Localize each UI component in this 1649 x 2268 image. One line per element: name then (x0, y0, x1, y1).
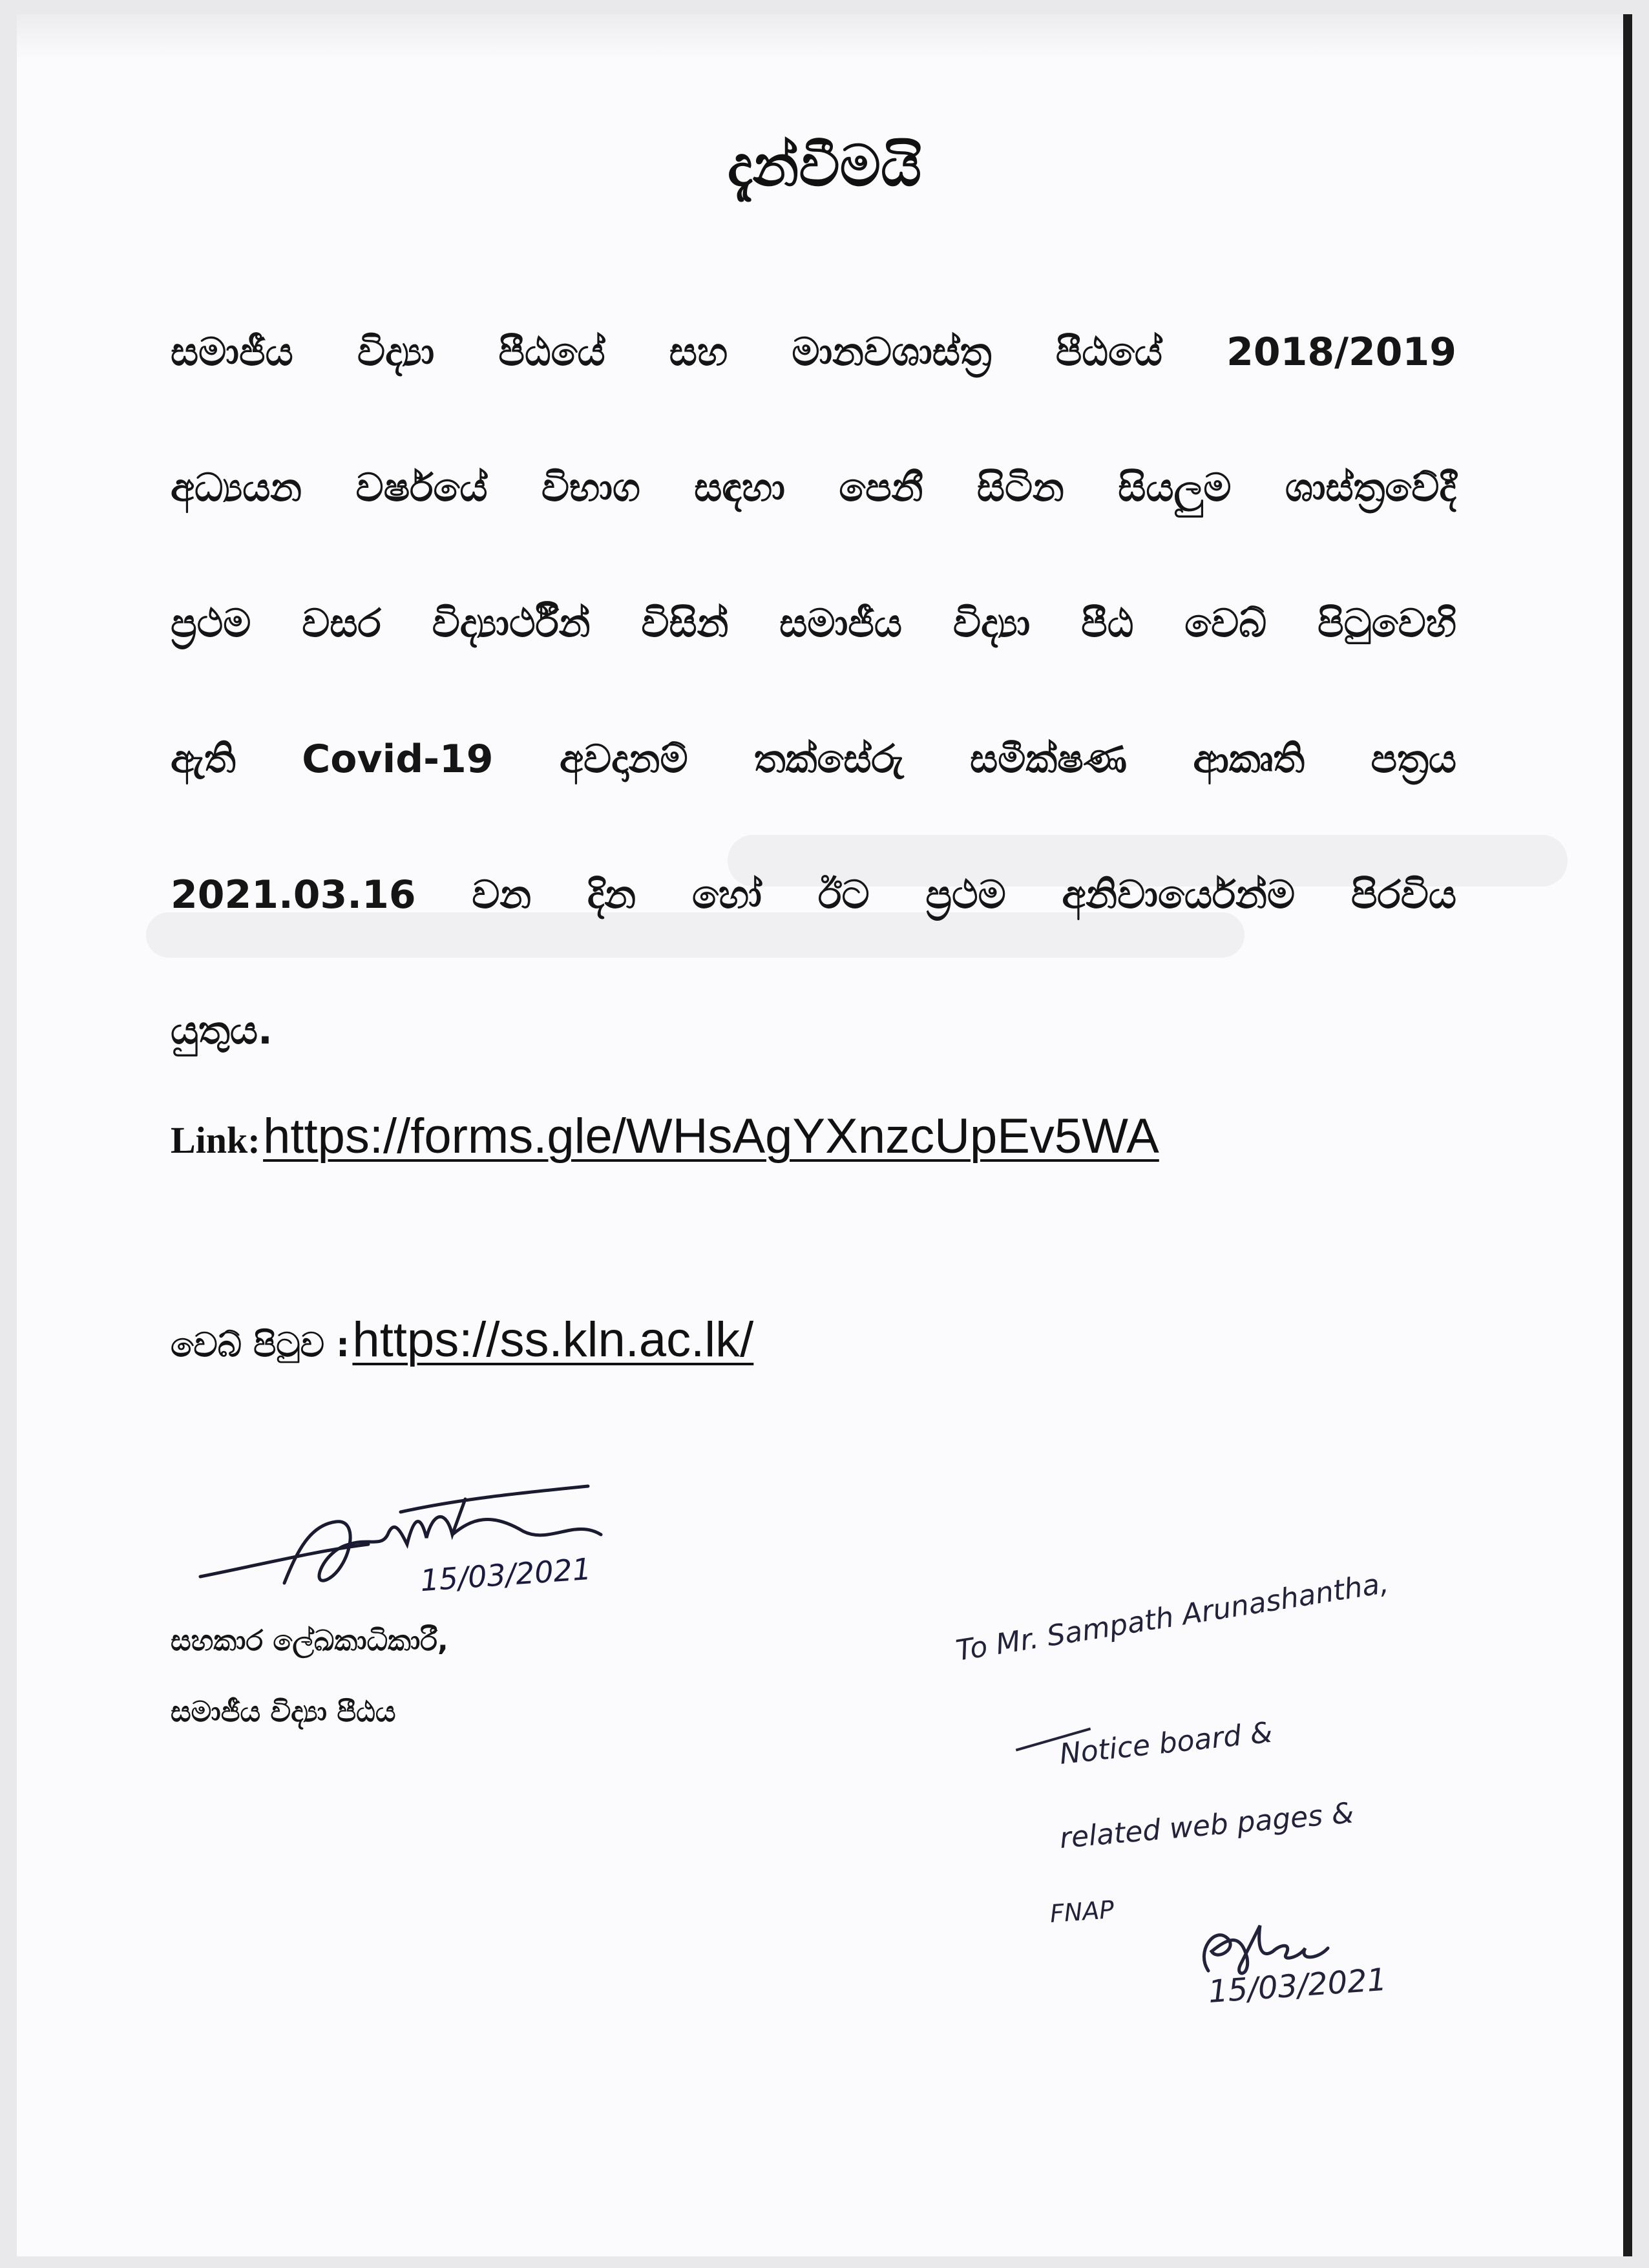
notice-body-line: සමාජීය විද්‍යා පීඨයේ සහ මානවශාස්ත්‍ර පීඨයේ 2018/2019 (171, 330, 1456, 375)
handwritten-note-line: Notice board & (1058, 1716, 1274, 1771)
handwritten-note-date: 15/03/2021 (1207, 1961, 1388, 2010)
notice-body-line: 2021.03.16 වන දින හෝ ඊට ප්‍රථම අනිවාර්යෙන්ම පිරවිය (171, 872, 1456, 918)
form-link-row (171, 1108, 1159, 1164)
handwritten-note-line: To Mr. Sampath Arunashantha, (954, 1566, 1391, 1668)
website-label: වෙබ් පිටුව : (171, 1326, 350, 1365)
notice-body-line: ඇති Covid-19 අවදානම් තක්සේරු සමීක්ෂණ ආකෘති පත්‍රය (171, 737, 1456, 782)
form-link-label: Link: (171, 1119, 260, 1161)
notice-body-line: යුතුය. (171, 1008, 273, 1053)
signatory-block (171, 1606, 448, 1748)
website-url[interactable]: https://ss.kln.ac.lk/ (352, 1312, 754, 1367)
scan-shadow-top (17, 14, 1632, 59)
notice-body-line: ප්‍රථම වසර විද්‍යාර්ථීන් විසින් සමාජීය විද්‍යා පීඨ වෙබ් පිටුවෙහි (171, 601, 1456, 646)
notice-title: දැන්වීමයි (727, 132, 922, 199)
handwritten-note-line: FNAP (1049, 1895, 1115, 1928)
signatory-faculty: සමාජීය විද්‍යා පීඨය (171, 1696, 396, 1728)
notice-body (171, 304, 1456, 1118)
scan-border-right (1623, 14, 1632, 2256)
notice-body-line: අධ්‍යයන වර්ෂයේ විභාග සඳහා පෙනී සිටින සියලුම ශාස්ත්‍රවේදී (171, 465, 1456, 510)
signature-mark (187, 1473, 678, 1628)
website-row (171, 1312, 753, 1368)
handwritten-note-line: related web pages & (1058, 1796, 1356, 1855)
signature-date: 15/03/2021 (419, 1551, 593, 1599)
signatory-title: සහකාර ලේඛකාධිකාරී, (171, 1624, 448, 1657)
form-link-url[interactable]: https://forms.gle/WHsAgYXnzcUpEv5WA (263, 1109, 1159, 1164)
